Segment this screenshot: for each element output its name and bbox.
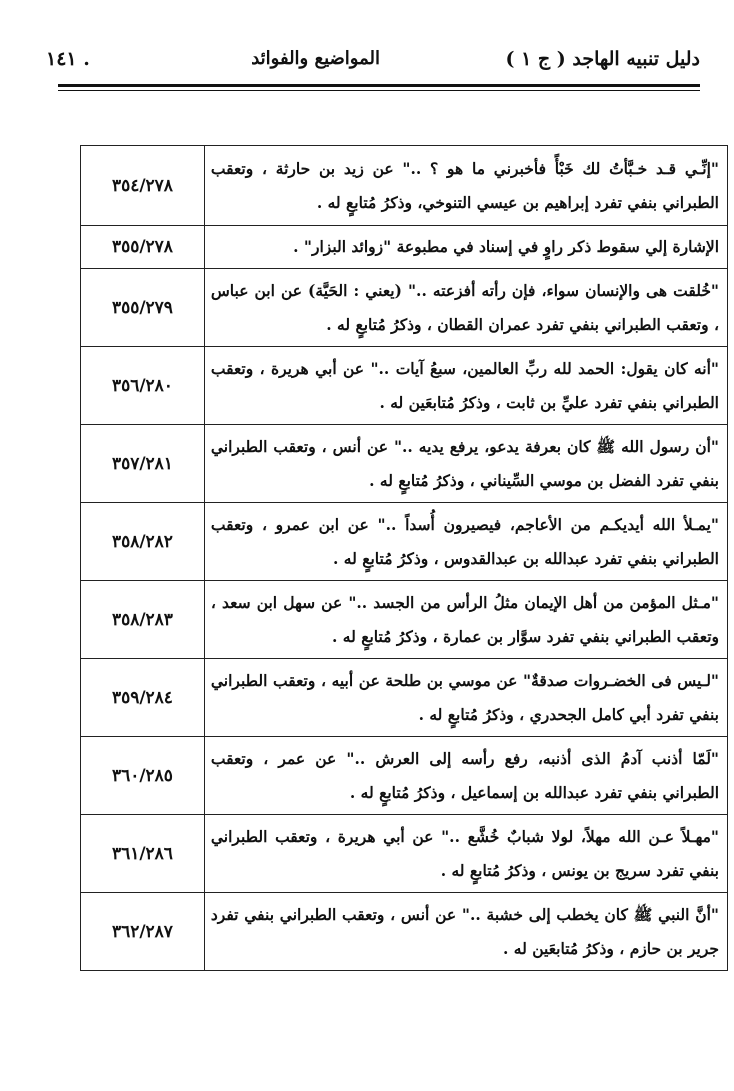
entry-text: "لَمّا أذنب آدمُ الذى أذنبه، رفع رأسه إلى العرش .." عن عمر ، وتعقب الطبراني بنفي تفرد عبدالله بن إسماعيل ، وذكرُ مُتابعٍ له .: [204, 737, 727, 815]
entry-reference: ٣٥٤/٢٧٨: [81, 146, 205, 226]
table-row: [81, 659, 728, 737]
table-row: [81, 146, 728, 226]
entry-text: "مهـلاً عـن الله مهلاً، لولا شبابٌ خُشَّع .." عن أبي هريرة ، وتعقب الطبراني بنفي تفرد سريج بن يونس ، وذكرُ مُتابعٍ له .: [204, 815, 727, 893]
page-header: [46, 42, 700, 82]
entry-reference: ٣٥٧/٢٨١: [81, 425, 205, 503]
table-row: [81, 737, 728, 815]
entry-reference: ٣٥٨/٢٨٢: [81, 503, 205, 581]
table-row: [81, 893, 728, 971]
entry-text: "لـيس فى الخضـروات صدقةٌ" عن موسي بن طلحة عن أبيه ، وتعقب الطبراني بنفي تفرد أبي كامل الجحدري ، وذكرُ مُتابعٍ له .: [204, 659, 727, 737]
table-row: [81, 269, 728, 347]
entry-reference: ٣٥٥/٢٧٩: [81, 269, 205, 347]
entry-text: "أنَّ النبي ﷺ كان يخطب إلى خشبة .." عن أنس ، وتعقب الطبراني بنفي تفرد جرير بن حازم ، وذكرُ مُتابعَين له .: [204, 893, 727, 971]
entry-text: "مـثل المؤمن من أهل الإيمان مثلُ الرأس من الجسد .." عن سهل ابن سعد ، وتعقب الطبراني بنفي تفرد سوَّار بن عمارة ، وذكرُ مُتابعٍ له .: [204, 581, 727, 659]
page-number: ١٤١ .: [46, 48, 90, 70]
entry-reference: ٣٦٢/٢٨٧: [81, 893, 205, 971]
entry-reference: ٣٥٥/٢٧٨: [81, 226, 205, 269]
entry-text: الإشارة إلي سقوط ذكر راوٍ في إسناد في مطبوعة "زوائد البزار" .: [204, 226, 727, 269]
table-row: [81, 347, 728, 425]
table-row: [81, 226, 728, 269]
entry-text: "إنِّـي قـد خـبَّأتُ لك خَبْأً فأخبرني ما هو ؟ .." عن زيد بن حارثة ، وتعقب الطبراني بنفي تفرد إبراهيم بن عيسي التنوخي، وذكرُ مُتابعٍ له .: [204, 146, 727, 226]
entry-reference: ٣٥٦/٢٨٠: [81, 347, 205, 425]
entry-text: "أن رسول الله ﷺ كان بعرفة يدعو، يرفع يديه .." عن أنس ، وتعقب الطبراني بنفي تفرد الفضل بن موسي السِّيناني ، وذكرُ مُتابعٍ له .: [204, 425, 727, 503]
entry-text: "خُلقت هى والإنسان سواء، فإن رأته أفزعته .." (يعني : الحَيَّة) عن ابن عباس ، وتعقب الطبراني بنفي تفرد عمران القطان ، وذكرُ مُتابعٍ له .: [204, 269, 727, 347]
header-rule-thin: [58, 90, 700, 91]
entry-reference: ٣٦١/٢٨٦: [81, 815, 205, 893]
book-title: دليل تنبيه الهاجد ( ج ١ ): [505, 48, 700, 70]
table-row: [81, 581, 728, 659]
entry-reference: ٣٥٩/٢٨٤: [81, 659, 205, 737]
table-row: [81, 815, 728, 893]
entry-text: "أنه كان يقول: الحمد لله ربِّ العالمين، سبعُ آيات .." عن أبي هريرة ، وتعقب الطبراني بنفي تفرد عليِّ بن ثابت ، وذكرُ مُتابعَين له .: [204, 347, 727, 425]
entry-reference: ٣٦٠/٢٨٥: [81, 737, 205, 815]
entry-text: "يمـلأ الله أيديكـم من الأعاجم، فيصيرون أُسداً .." عن ابن عمرو ، وتعقب الطبراني بنفي تفرد عبدالله بن عبدالقدوس ، وذكرُ مُتابعٍ له .: [204, 503, 727, 581]
entries-table: [80, 145, 728, 971]
section-title: المواضيع والفوائد: [251, 48, 380, 69]
table-row: [81, 503, 728, 581]
table-row: [81, 425, 728, 503]
entry-reference: ٣٥٨/٢٨٣: [81, 581, 205, 659]
header-rule-thick: [58, 84, 700, 87]
